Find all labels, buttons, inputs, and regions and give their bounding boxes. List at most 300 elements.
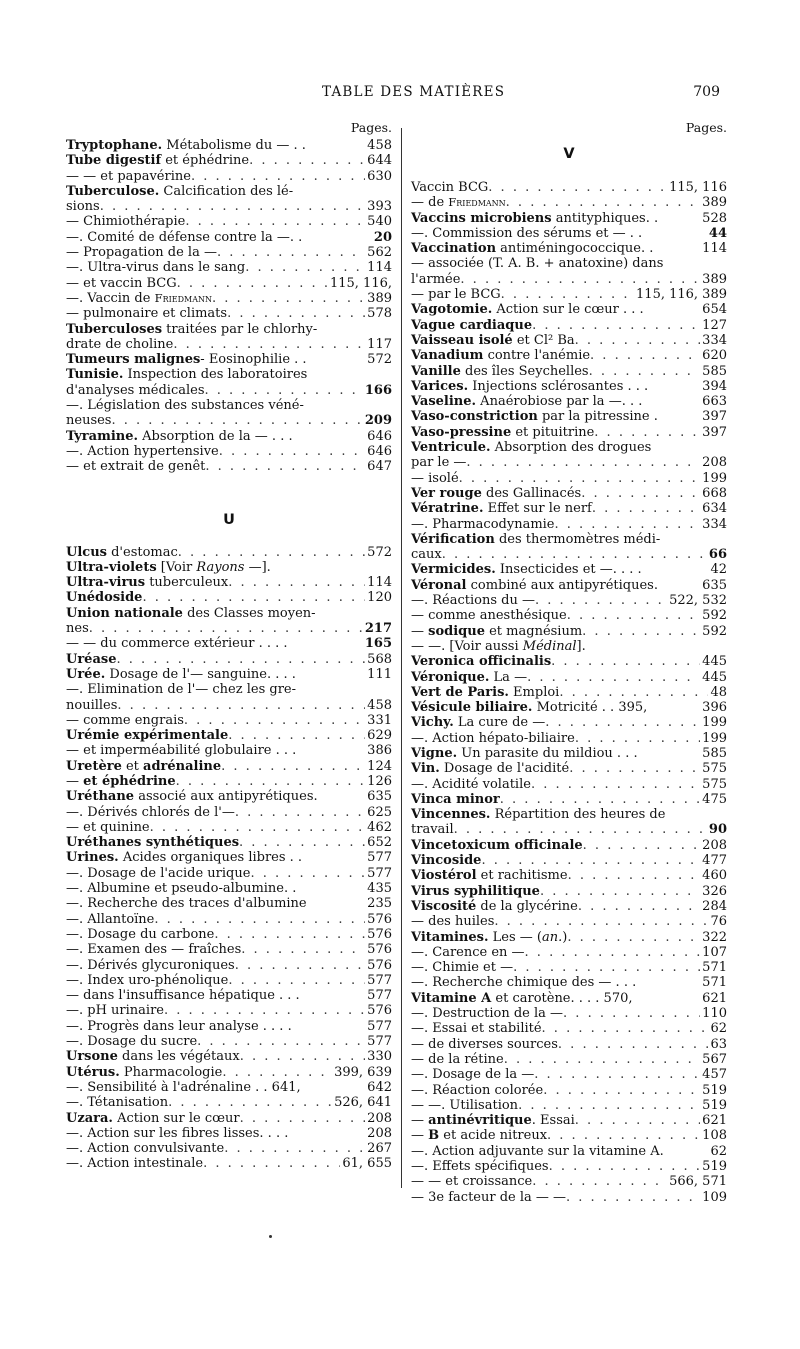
entry-text <box>66 230 302 245</box>
page-reference: 124 <box>367 758 392 774</box>
page-reference: 572 <box>367 544 392 560</box>
entry-label: —. Index uro-phénolique <box>66 972 229 988</box>
index-entry <box>411 425 727 440</box>
index-entry <box>411 639 727 654</box>
entry-text <box>411 455 466 470</box>
page-reference: 475 <box>702 791 727 807</box>
page-reference: 620 <box>702 348 727 364</box>
entry-label-tail: . Essai <box>531 1113 575 1129</box>
page-reference: 114 <box>702 241 727 257</box>
entry-label-tail: ]. <box>576 638 586 654</box>
entry-subheadword: et éphédrine <box>83 773 176 789</box>
index-entry <box>66 260 392 275</box>
entry-text <box>66 1095 168 1110</box>
page-reference: 62 <box>710 1143 727 1159</box>
index-entry <box>66 199 392 214</box>
entry-label: et rachitisme <box>476 868 568 884</box>
index-entry <box>66 367 392 382</box>
index-entry <box>66 398 392 413</box>
entry-label: —. Sensibilité à l'adrénaline . . 641, <box>66 1079 301 1095</box>
entry-text <box>66 413 111 428</box>
entry-headword: Varices. <box>411 378 469 394</box>
entry-text <box>411 731 575 746</box>
page-reference: 528 <box>702 210 727 226</box>
entry-text <box>411 746 638 761</box>
leader-dots <box>212 291 365 306</box>
leader-dots <box>481 853 700 868</box>
entry-italic-ref: Médinal <box>522 638 577 654</box>
leader-dots <box>518 1098 700 1113</box>
entry-text <box>66 545 178 560</box>
index-entry <box>411 578 727 593</box>
entry-label: —. Dosage du carbone <box>66 926 215 942</box>
entry-headword: Urée. <box>66 666 106 682</box>
index-entry <box>66 728 392 743</box>
entry-text <box>411 991 633 1006</box>
entry-label: —. Action intestinale <box>66 1156 204 1172</box>
page-reference: 111 <box>367 666 392 682</box>
right-entry-list <box>411 140 727 1205</box>
entry-text <box>66 429 293 444</box>
entry-label: et Cl² Ba <box>512 332 575 348</box>
entry-text <box>411 624 582 639</box>
entry-headword: Vincetoxicum officinale <box>411 837 583 853</box>
index-entry <box>66 789 392 804</box>
page-reference: 635 <box>702 577 727 593</box>
entry-label: —. pH urinaire <box>66 1003 164 1019</box>
entry-label: Les — ( <box>488 929 542 945</box>
left-entry-list <box>66 138 392 1172</box>
entry-label: nouilles <box>66 697 118 713</box>
entry-label: — de diverses sources <box>411 1036 558 1052</box>
entry-label: —. Vaccin de <box>66 290 155 306</box>
leader-dots <box>240 1111 366 1126</box>
entry-headword: Vaccins microbiens <box>411 210 552 226</box>
entry-label: Répartition des heures de <box>490 807 666 823</box>
index-entry <box>411 256 727 271</box>
index-entry <box>66 169 392 184</box>
entry-label: — des huiles <box>411 914 495 930</box>
entry-label: — <box>66 773 84 789</box>
page-reference: 445 <box>702 669 727 685</box>
index-entry <box>66 606 392 621</box>
page-reference: 572 <box>367 352 392 368</box>
index-entry <box>411 884 727 899</box>
index-entry <box>66 912 392 927</box>
page-reference: 126 <box>367 773 392 789</box>
entry-label: Absorption de la — . . . <box>138 428 293 444</box>
index-entry <box>411 272 727 287</box>
index-entry <box>411 807 727 822</box>
entry-label: —. Acidité volatile <box>411 776 531 792</box>
page-reference: 576 <box>367 942 392 958</box>
entry-text <box>411 486 581 501</box>
entry-text <box>411 1037 558 1052</box>
entry-label: — par le BCG <box>411 287 501 303</box>
entry-author-name: Friedmann <box>154 290 212 305</box>
entry-text <box>66 698 117 713</box>
entry-text <box>66 850 302 865</box>
index-entry <box>411 1021 727 1036</box>
entry-label: — — et croissance <box>411 1174 533 1190</box>
entry-headword: Vaseline. <box>411 394 477 410</box>
entry-label: contre l'anémie <box>483 348 591 364</box>
entry-label: La cure de — <box>453 715 546 731</box>
index-entry <box>411 1113 727 1128</box>
leader-dots <box>168 1095 332 1110</box>
page-reference: 235 <box>367 896 392 912</box>
leader-dots <box>205 383 363 398</box>
entry-label-tail: ) <box>562 929 568 945</box>
index-entry <box>411 1067 727 1082</box>
entry-label: —. Destruction de la — <box>411 1006 564 1022</box>
entry-text <box>66 912 154 927</box>
page-reference: 642 <box>367 1079 392 1095</box>
entry-text <box>411 272 460 287</box>
index-entry <box>66 291 392 306</box>
index-entry <box>66 322 392 337</box>
leader-dots <box>184 713 365 728</box>
leader-dots <box>568 868 701 883</box>
entry-text <box>411 853 481 868</box>
page-reference: 208 <box>702 455 727 471</box>
index-entry <box>411 654 727 669</box>
page-reference: 394 <box>702 378 727 394</box>
leader-dots <box>578 899 700 914</box>
leader-dots <box>575 731 700 746</box>
entry-headword: Vanille <box>411 363 461 379</box>
entry-text <box>411 287 501 302</box>
index-entry <box>66 214 392 229</box>
page-reference: 48 <box>710 684 727 700</box>
entry-label: —. Recherche des traces d'albumine <box>66 896 307 912</box>
index-entry <box>411 991 727 1006</box>
entry-headword: Véronal <box>411 577 467 593</box>
entry-text <box>66 291 212 306</box>
entry-label: —. Recherche chimique des — . . . <box>411 975 637 991</box>
entry-label: — associée (T. A. B. + anatoxine) dans <box>411 256 664 272</box>
index-entry <box>411 1037 727 1052</box>
entry-label-tail: et acide nitreux <box>439 1128 548 1144</box>
entry-text <box>66 1065 222 1080</box>
index-entry <box>411 700 727 715</box>
entry-headword: Ventricule. <box>411 440 491 456</box>
index-entry <box>66 896 392 911</box>
index-entry <box>411 715 727 730</box>
index-entry <box>411 562 727 577</box>
leader-dots <box>117 698 365 713</box>
page-reference: 577 <box>367 850 392 866</box>
leader-dots <box>581 486 700 501</box>
index-entry <box>66 276 392 291</box>
index-entry <box>66 1003 392 1018</box>
entry-label: Effet sur le nerf <box>483 501 592 517</box>
entry-text <box>66 759 221 774</box>
page-reference: 66 <box>708 547 727 563</box>
index-entry <box>411 226 727 241</box>
entry-headword: Vin. <box>411 761 440 777</box>
index-entry <box>66 1126 392 1141</box>
entry-label: Un parasite du mildiou . . . <box>457 745 638 761</box>
entry-label-tail: —]. <box>244 559 271 575</box>
page-reference: 577 <box>367 865 392 881</box>
leader-dots <box>100 199 365 214</box>
leader-dots <box>111 413 362 428</box>
entry-text <box>411 761 569 776</box>
index-entry <box>66 560 392 575</box>
entry-label: des Gallinacés <box>481 485 582 501</box>
index-entry <box>66 1019 392 1034</box>
index-entry <box>411 547 727 562</box>
entry-headword: Viostérol <box>411 868 477 884</box>
page-reference: 575 <box>702 761 727 777</box>
entry-label: —. Dérivés glycuroniques <box>66 957 235 973</box>
page-reference: 331 <box>367 712 392 728</box>
entry-text <box>66 973 228 988</box>
entry-label: — dans l'insuffisance hépatique . . . <box>66 988 300 1004</box>
index-entry <box>66 1034 392 1049</box>
page-reference: 389 <box>367 290 392 306</box>
entry-text <box>66 652 116 667</box>
entry-text <box>411 517 555 532</box>
entry-label: Dosage de l'— sanguine. . . . <box>105 666 296 682</box>
page-reference: 389 <box>702 271 727 287</box>
leader-dots <box>543 1083 700 1098</box>
entry-label: — <box>411 623 429 639</box>
entry-text <box>66 896 307 911</box>
entry-text <box>411 1067 534 1082</box>
entry-text <box>411 532 660 547</box>
leader-dots <box>540 884 700 899</box>
entry-label: —. Effets spécifiques <box>411 1159 549 1174</box>
page-reference: 592 <box>702 623 727 639</box>
entry-label: — Chimiothérapie <box>66 214 186 230</box>
index-entry <box>411 241 727 256</box>
entry-label: —. Réactions du — <box>411 593 535 609</box>
entry-label: et pituitrine <box>511 424 595 440</box>
entry-headword: Tryptophane. <box>66 138 163 153</box>
index-entry <box>66 850 392 865</box>
entry-headword: Ultra-virus <box>66 575 146 591</box>
entry-label: —. Chimie et — <box>411 960 514 976</box>
entry-label: Calcification des lé- <box>159 183 294 199</box>
index-entry <box>411 593 727 608</box>
leader-dots <box>250 866 365 881</box>
entry-label: —. Dosage du sucre <box>66 1034 198 1050</box>
entry-headword: Uretère <box>66 758 122 774</box>
entry-headword: Vératrine. <box>411 501 484 517</box>
entry-text <box>411 930 567 945</box>
index-entry <box>411 868 727 883</box>
entry-subheadword: B <box>428 1128 440 1144</box>
entry-headword: Vérification <box>411 531 495 547</box>
entry-label: sions <box>66 199 100 215</box>
leader-dots <box>488 180 667 195</box>
entry-text <box>66 153 249 168</box>
leader-dots <box>575 333 701 348</box>
page-reference: 621 <box>702 1113 727 1129</box>
entry-headword: Tube digestif <box>66 153 162 169</box>
entry-label: —. Examen des — fraîches <box>66 942 242 958</box>
page-reference: 663 <box>702 394 727 410</box>
entry-text <box>411 1190 566 1205</box>
index-entry <box>411 1098 727 1113</box>
entry-text <box>411 639 586 654</box>
leader-dots <box>506 195 701 210</box>
entry-text <box>411 1128 547 1143</box>
section-letter: V <box>563 146 575 162</box>
entry-text <box>411 868 568 883</box>
entry-text <box>66 260 245 275</box>
page-reference: 567 <box>702 1051 727 1067</box>
index-entry <box>66 306 392 321</box>
index-entry <box>411 731 727 746</box>
index-entry <box>66 590 392 605</box>
entry-italic-ref: Rayons <box>196 559 245 575</box>
entry-label: caux <box>411 547 442 563</box>
leader-dots <box>228 575 365 590</box>
page-reference: 646 <box>367 443 392 459</box>
entry-text <box>411 348 590 363</box>
index-entry <box>411 486 727 501</box>
entry-label: Dosage de l'acidité <box>439 761 570 777</box>
entry-text <box>66 667 296 682</box>
leader-dots <box>575 1113 700 1128</box>
index-entry <box>411 1174 727 1189</box>
entry-text <box>66 621 89 636</box>
index-entry <box>66 230 392 245</box>
entry-text <box>411 180 488 195</box>
page-reference: 199 <box>702 715 727 731</box>
index-entry <box>66 444 392 459</box>
leader-dots <box>531 777 700 792</box>
entry-text <box>411 593 535 608</box>
entry-label: —. Essai et stabilité <box>411 1021 542 1037</box>
index-entry <box>66 1156 392 1171</box>
entry-headword: Unédoside <box>66 590 143 606</box>
entry-label: —. Carence en — <box>411 944 525 960</box>
index-entry <box>411 945 727 960</box>
page-reference: 20 <box>373 229 392 245</box>
entry-subheadword: sodique <box>428 623 485 639</box>
index-entry <box>66 942 392 957</box>
entry-label: antityphiques. . <box>551 210 659 226</box>
entry-text <box>411 1052 504 1067</box>
leader-dots <box>239 835 365 850</box>
index-entry <box>66 713 392 728</box>
index-entry <box>411 211 727 226</box>
entry-text <box>411 884 540 899</box>
index-entry <box>66 1095 392 1110</box>
index-entry <box>66 1111 392 1126</box>
entry-text <box>66 636 288 651</box>
leader-dots <box>558 1037 709 1052</box>
entry-headword: Utérus. <box>66 1064 120 1080</box>
entry-text <box>411 318 532 333</box>
entry-headword: Vitamines. <box>411 929 489 945</box>
page-reference: 166 <box>364 382 392 398</box>
entry-label: Anaérobiose par la —. . . <box>476 394 643 410</box>
entry-headword: Viscosité <box>411 898 477 914</box>
page-reference: 61, 655 <box>342 1156 392 1172</box>
entry-text <box>411 838 583 853</box>
entry-text <box>411 195 506 210</box>
pages-label: Pages. <box>350 120 392 135</box>
entry-label: Insecticides et —. . . . <box>495 562 642 578</box>
entry-text <box>411 1159 549 1174</box>
entry-label: — pulmonaire et climats <box>66 306 228 322</box>
entry-label: drate de choline <box>66 336 174 352</box>
leader-dots <box>191 169 365 184</box>
entry-headword: Urémie expérimentale <box>66 728 229 744</box>
entry-text <box>411 700 647 715</box>
entry-headword: Vaisseau isolé <box>411 332 513 348</box>
entry-text <box>411 1083 543 1098</box>
page-reference: 208 <box>367 1125 392 1141</box>
index-entry <box>411 318 727 333</box>
page-reference: 208 <box>702 837 727 853</box>
page-reference: 397 <box>702 409 727 425</box>
entry-headword: Vincoside <box>411 853 482 869</box>
index-entry <box>66 759 392 774</box>
page-reference: 114 <box>367 575 392 591</box>
page-reference: 108 <box>702 1128 727 1144</box>
page-reference: 519 <box>702 1159 727 1174</box>
index-entry <box>411 792 727 807</box>
entry-text <box>66 138 306 153</box>
page-reference: 334 <box>702 516 727 532</box>
leader-dots <box>555 517 701 532</box>
section-letter: U <box>223 511 235 528</box>
entry-text <box>411 241 653 256</box>
leader-dots <box>589 364 701 379</box>
leader-dots <box>185 214 365 229</box>
entry-headword: Vigne. <box>411 745 458 761</box>
entry-text <box>411 654 551 669</box>
entry-text <box>66 459 205 474</box>
leader-dots <box>177 276 328 291</box>
entry-label: —. Ultra-virus dans le sang <box>66 260 246 276</box>
page-reference: 519 <box>702 1082 727 1098</box>
entry-label: — —. Utilisation <box>411 1097 519 1113</box>
page-reference: 629 <box>367 728 392 744</box>
entry-label: — isolé <box>411 470 459 486</box>
page-reference: 114 <box>367 260 392 276</box>
entry-text <box>66 1049 240 1064</box>
page-reference: 625 <box>367 804 392 820</box>
entry-headword: Uréthane <box>66 789 135 805</box>
entry-headword: Tumeurs malignes <box>66 352 201 368</box>
entry-label: et <box>121 758 144 774</box>
page-reference: 199 <box>702 470 727 486</box>
entry-label: — et extrait de genêt <box>66 459 206 475</box>
index-entry <box>411 761 727 776</box>
leader-dots <box>224 1141 365 1156</box>
entry-label: neuses <box>66 413 112 429</box>
page-reference: 199 <box>702 730 727 746</box>
index-entry <box>411 409 727 424</box>
entry-label: l'armée <box>411 271 461 287</box>
page-reference: 209 <box>364 413 392 429</box>
entry-text <box>411 211 658 226</box>
entry-text <box>66 774 176 789</box>
entry-text <box>66 1034 197 1049</box>
entry-text <box>411 822 454 837</box>
index-entry <box>66 835 392 850</box>
index-entry <box>411 608 727 623</box>
running-head <box>0 84 800 106</box>
leader-dots <box>590 348 700 363</box>
